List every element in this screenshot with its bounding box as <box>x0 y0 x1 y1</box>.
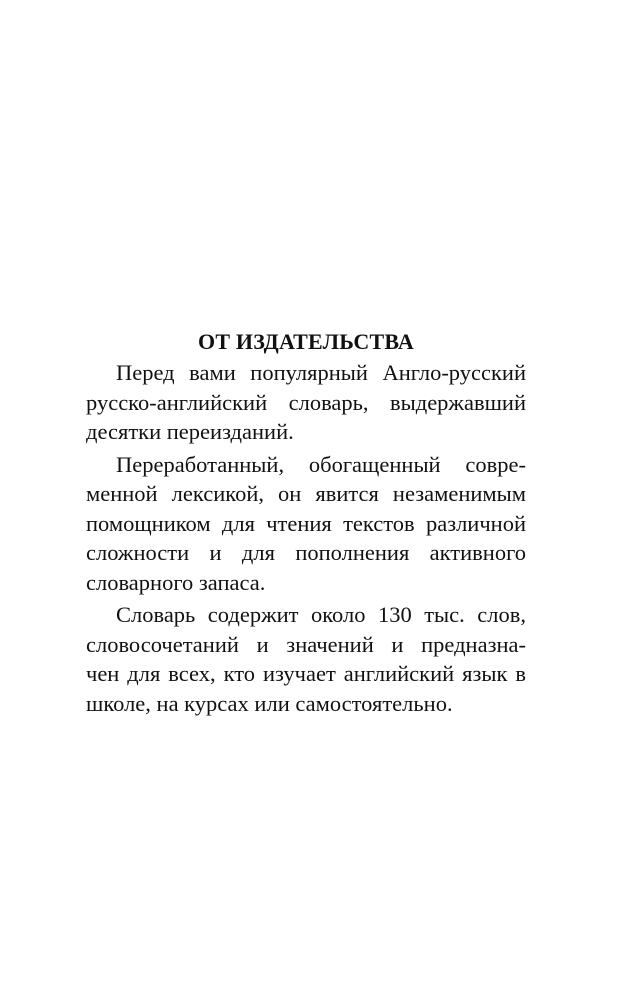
paragraph-3 <box>86 600 526 718</box>
text-line: сложности и для пополнения активного <box>86 540 526 565</box>
text-line: чен для всех, кто изучает английский язык в <box>86 661 526 686</box>
body-text <box>86 358 526 718</box>
text-line: десятки переизданий. <box>86 419 294 444</box>
text-line: менной лексикой, он явится незаменимым <box>86 481 526 506</box>
text-line: Словарь содержит около 130 тыс. слов, <box>116 602 526 627</box>
page-title: ОТ ИЗДАТЕЛЬСТВА <box>198 329 414 354</box>
text-line: школе, на курсах или самостоятельно. <box>86 690 453 716</box>
text-line: Перед вами популярный Англо-русский <box>116 360 526 385</box>
text-line: русско-английский словарь, выдержавший <box>86 389 526 415</box>
text-line: словарного запаса. <box>86 569 266 595</box>
paragraph-2 <box>86 450 526 598</box>
text-line: словосочетаний и значений и предназна- <box>86 631 526 657</box>
text-line: Переработанный, обогащенный совре- <box>116 451 526 477</box>
paragraph-1 <box>86 358 526 447</box>
text-line: помощником для чтения текстов различной <box>86 510 526 536</box>
